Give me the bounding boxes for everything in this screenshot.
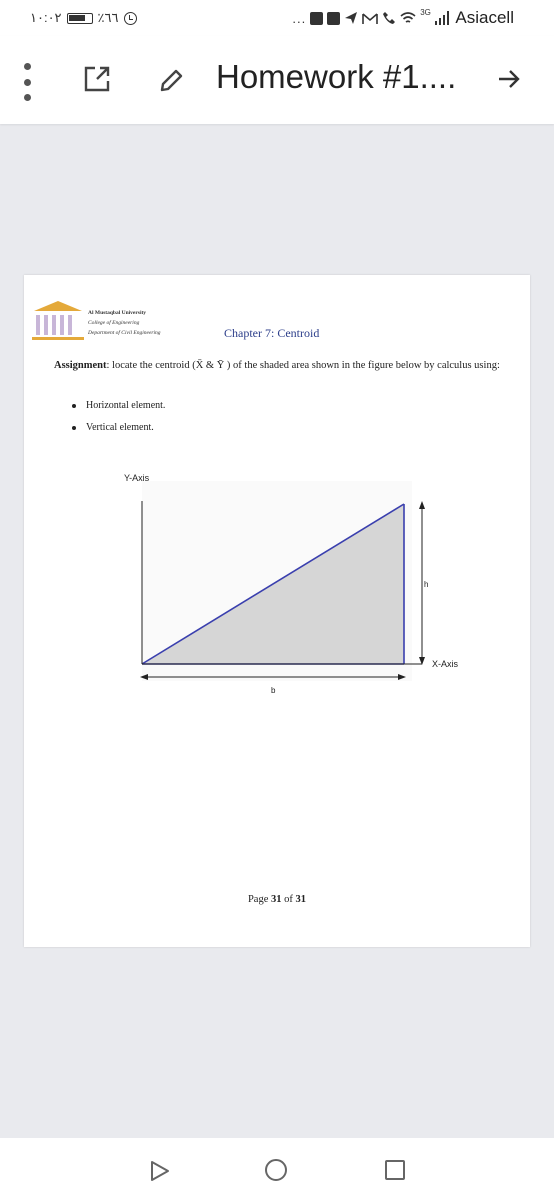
chapter-heading: Chapter 7: Centroid xyxy=(224,326,320,340)
gmail-icon xyxy=(362,12,378,25)
arrow-right-icon[interactable] xyxy=(496,66,522,92)
page-current: 31 xyxy=(271,894,282,905)
page-number xyxy=(24,894,530,905)
university-header xyxy=(88,308,161,338)
department-name: Department of Civil Engineering xyxy=(88,330,161,336)
status-left xyxy=(30,10,137,26)
x-axis-label: X-Axis xyxy=(432,659,459,669)
status-right xyxy=(292,8,514,28)
assignment-text: : locate the centroid (X̄ & Ȳ ) of the shaded area shown in the figure below by calculus using: xyxy=(106,360,500,371)
alarm-icon xyxy=(124,12,137,25)
assignment-label: Assignment xyxy=(54,360,107,371)
telegram-icon xyxy=(344,11,358,25)
wifi-icon xyxy=(400,11,416,25)
app-toolbar xyxy=(0,36,554,124)
phone-icon xyxy=(382,11,396,25)
university-name: Al Mustaqbal University xyxy=(88,310,147,316)
battery-icon xyxy=(67,13,93,24)
page-prefix: Page xyxy=(247,894,269,905)
list-item: Vertical element. xyxy=(70,417,165,439)
more-vert-icon[interactable] xyxy=(22,63,32,101)
university-logo xyxy=(32,299,84,343)
y-axis-label: Y-Axis xyxy=(124,473,150,483)
battery-level: ٪٦٦ xyxy=(97,10,119,25)
methods-list xyxy=(70,395,165,439)
height-arrow-up xyxy=(419,501,425,509)
youtube-icon xyxy=(310,12,323,25)
page-of: of xyxy=(284,894,293,905)
document-title: Homework #1.... xyxy=(216,58,457,95)
triangle-figure xyxy=(102,471,482,701)
list-item: Horizontal element. xyxy=(70,395,165,417)
carrier-name: Asiacell xyxy=(455,8,514,27)
video-icon xyxy=(327,12,340,25)
nav-home-icon[interactable] xyxy=(265,1159,287,1181)
height-label: h xyxy=(424,580,429,589)
assignment-paragraph xyxy=(54,355,504,376)
status-time: ١٠:٠٢ xyxy=(30,10,62,25)
system-nav-bar xyxy=(0,1138,554,1200)
base-label: b xyxy=(271,686,276,695)
pencil-icon[interactable] xyxy=(158,68,184,94)
status-bar xyxy=(0,0,554,36)
nav-recent-icon[interactable] xyxy=(385,1160,405,1180)
page-total: 31 xyxy=(295,894,307,905)
more-notifications: ... xyxy=(292,10,307,26)
document-page[interactable] xyxy=(24,275,530,947)
college-name: College of Engineering xyxy=(88,320,140,326)
signal-icon xyxy=(435,11,450,25)
nav-back-icon[interactable] xyxy=(149,1160,171,1182)
open-external-icon[interactable] xyxy=(83,65,111,93)
network-type: 3G xyxy=(420,8,431,17)
